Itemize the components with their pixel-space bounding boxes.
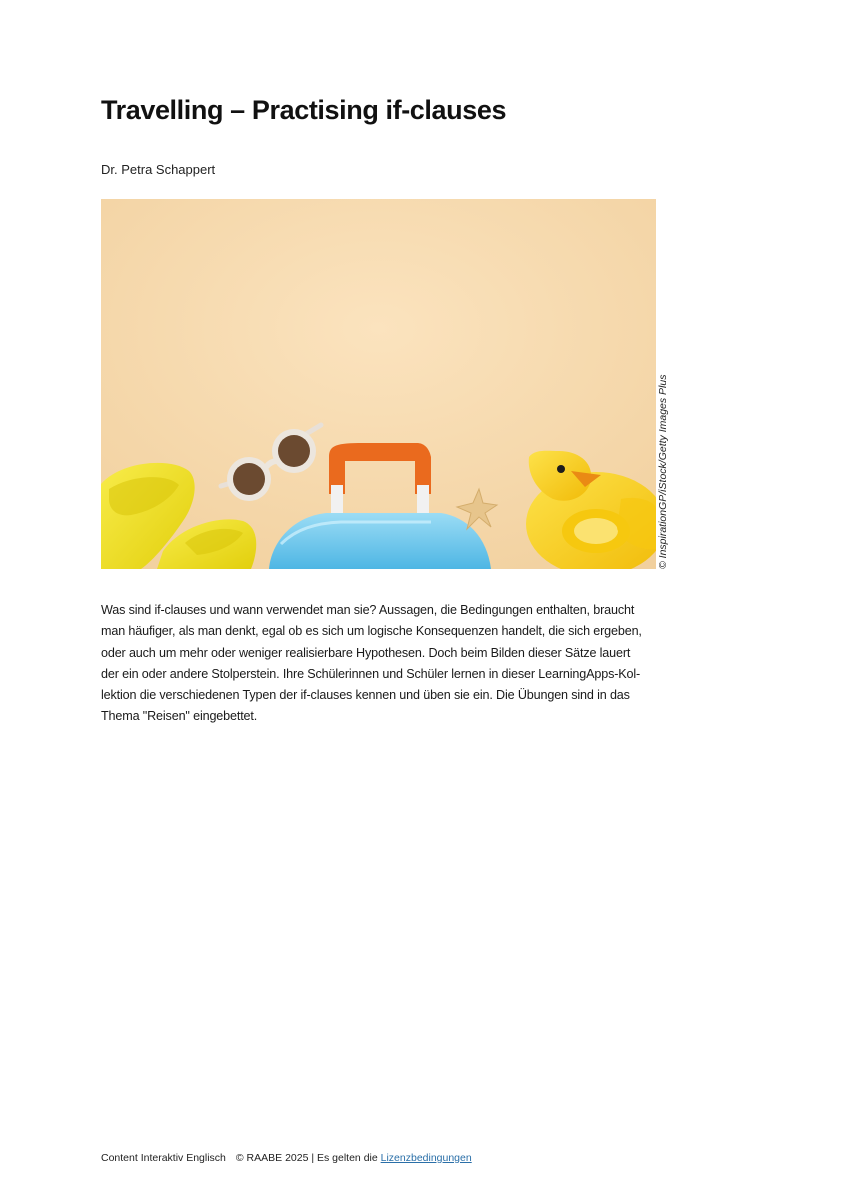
page-footer: [101, 1152, 472, 1164]
intro-line: man häufiger, als man denkt, egal ob es sich um logische Konsequenzen handelt, die sich ergeben,: [101, 624, 642, 639]
intro-paragraph: [101, 600, 661, 728]
intro-line: oder auch um mehr oder weniger realisierbare Hypothesen. Doch beim Bilden dieser Sätze lauert: [101, 645, 631, 660]
intro-line: Thema "Reisen" eingebettet.: [101, 709, 258, 724]
intro-line: der ein oder andere Stolperstein. Ihre Schülerinnen und Schüler lernen in dieser LearningApps-Kol-: [101, 666, 641, 681]
license-link[interactable]: Lizenzbedingungen: [380, 1152, 472, 1164]
author-name: Dr. Petra Schappert: [101, 162, 216, 177]
footer-product: Content Interaktiv Englisch: [101, 1152, 226, 1164]
footer-copyright: © RAABE 2025 | Es gelten die: [235, 1152, 378, 1164]
page-title: Travelling – Practising if-clauses: [101, 95, 507, 125]
intro-line: lektion die verschiedenen Typen der if-clauses kennen und üben sie ein. Die Übungen sind in das: [101, 688, 630, 703]
intro-line: Was sind if-clauses und wann verwendet man sie? Aussagen, die Bedingungen enthalten, braucht: [101, 603, 635, 617]
header-photo: [101, 199, 656, 569]
